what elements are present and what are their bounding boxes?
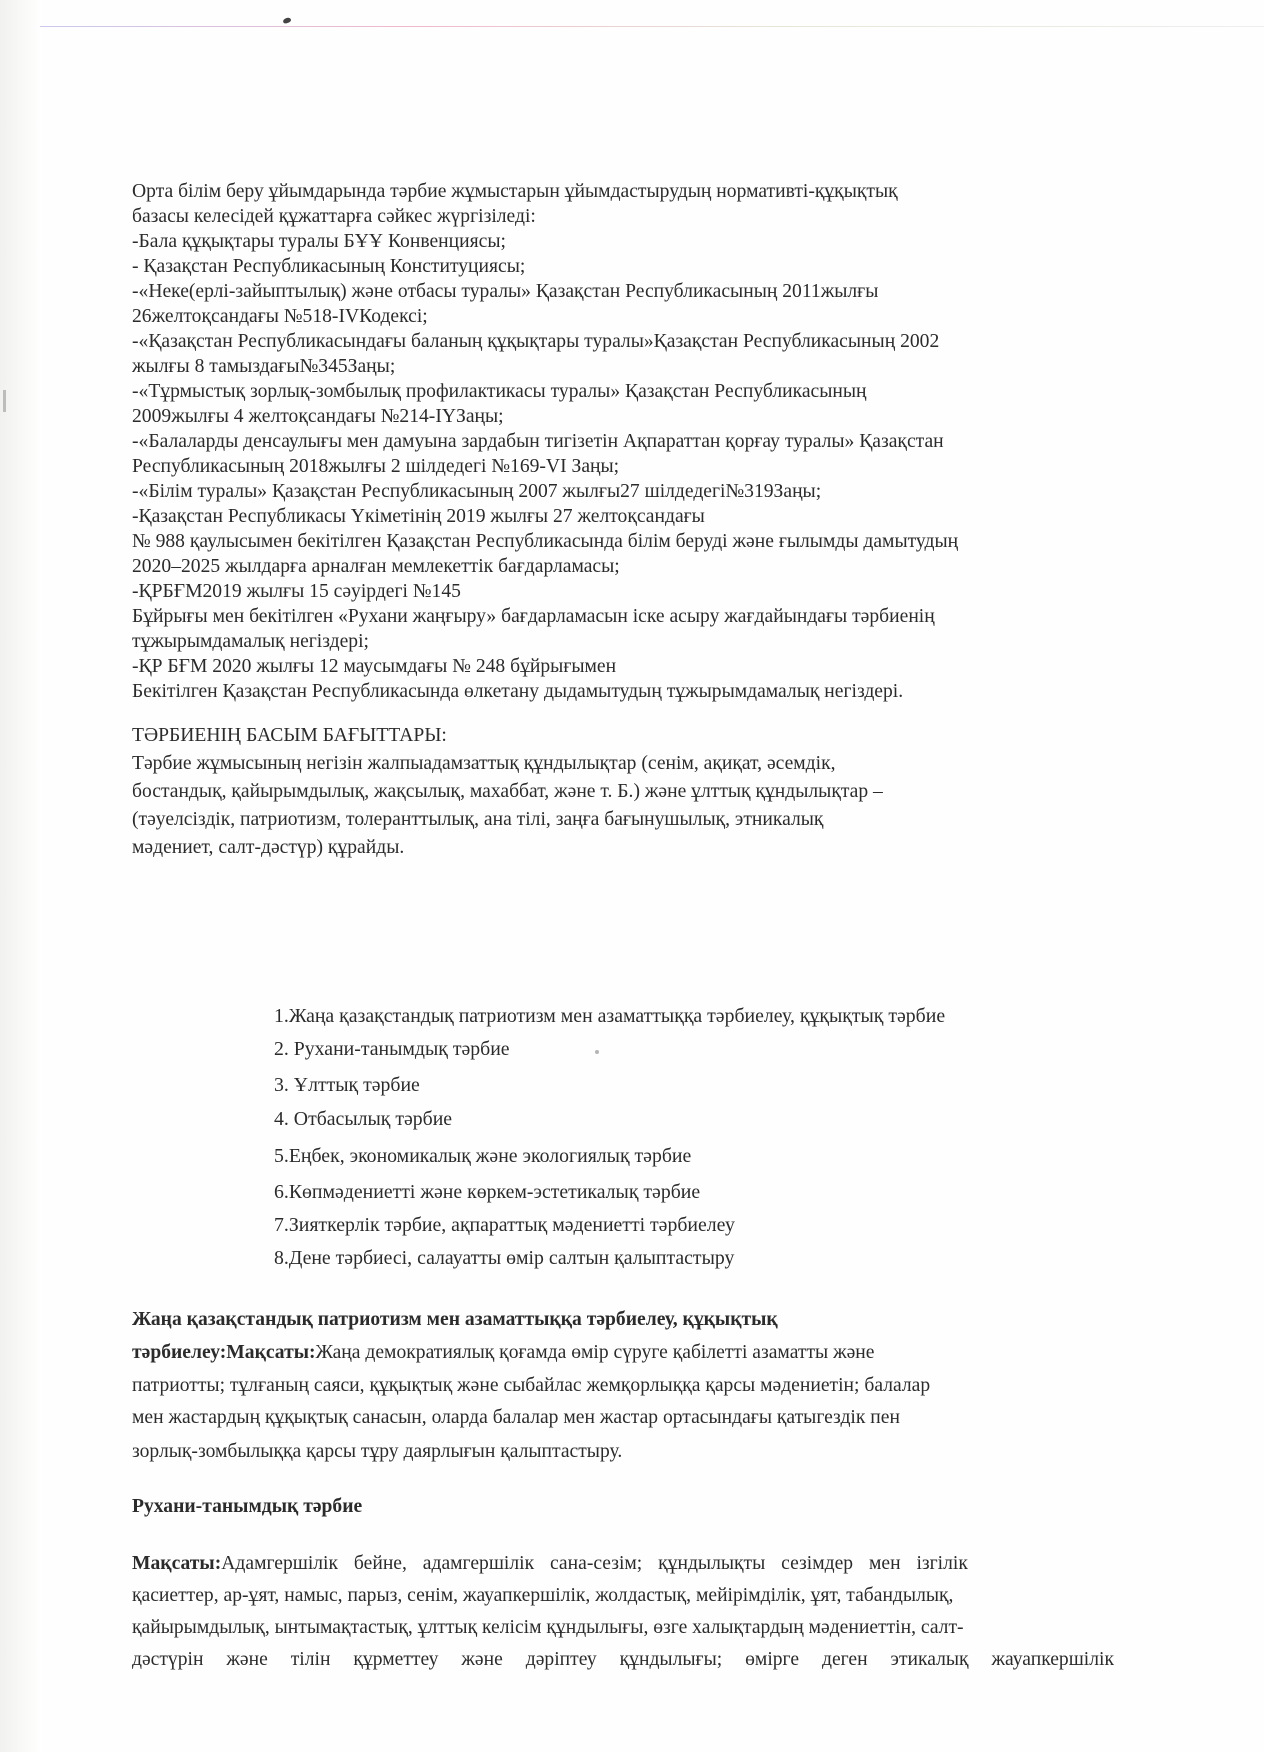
intro-text-1: Орта білім беру ұйымдарында тәрбие жұмыстарын ұйымдастырудың нормативті-құқықтық <box>132 181 898 202</box>
document-line: -«Білім туралы» Қазақстан Республикасының 2007 жылғы27 шілдедегі№319Заңы; <box>132 481 822 502</box>
priorities-heading: ТӘРБИЕНІҢ БАСЫМ БАҒЫТТАРЫ: <box>132 725 447 746</box>
section1-title: Жаңа қазақстандық патриотизм мен азаматтыққа тәрбиелеу, құқықтық <box>132 1309 778 1330</box>
document-line: № 988 қаулысымен бекітілген Қазақстан Республикасында білім беруді және ғылымды дамытудың <box>132 531 959 552</box>
document-line: -ҚР БҒМ 2020 жылғы 12 маусымдағы № 248 бұйрығымен <box>132 656 617 677</box>
section2-goal-line <box>132 1552 1204 1576</box>
section1-text-line: мен жастардың құқықтық санасын, оларда балалар мен жастар ортасындағы қатыгездік пен <box>132 1407 900 1428</box>
document-line: -«Балаларды денсаулығы мен дамуына зардабын тигізетін Ақпараттан қорғау туралы» Қазақстан <box>132 431 944 452</box>
intro-line-2: базасы келесідей құжаттарға сәйкес жүргізіледі: <box>132 206 536 227</box>
document-line: 2020–2025 жылдарға арналған мемлекеттік бағдарламасы; <box>132 556 620 577</box>
priority-item: 3. Ұлттық тәрбие <box>274 1074 420 1096</box>
document-line: 26желтоқсандағы №518-IVКодексі; <box>132 306 428 327</box>
priorities-text-line <box>132 752 1172 776</box>
priority-item: 8.Дене тәрбиесі, салауатты өмір салтын қалыптастыру <box>274 1247 735 1269</box>
priority-item: 1.Жаңа қазақстандық патриотизм мен азаматтыққа тәрбиелеу, құқықтық тәрбие <box>274 1005 946 1027</box>
scan-top-line <box>40 26 1264 27</box>
section2-goal-label: Мақсаты: <box>132 1553 222 1574</box>
document-line: тұжырымдамалық негіздері; <box>132 631 369 652</box>
priority-item: 4. Отбасылық тәрбие <box>274 1108 453 1130</box>
section1-title-end: тәрбиелеу: <box>132 1342 227 1363</box>
document-line: -ҚРБҒМ2019 жылғы 15 сәуірдегі №145 <box>132 581 461 602</box>
section2-text-line <box>132 1584 1204 1608</box>
section2-text: қайырымдылық, ынтымақтастық, ұлттық келісім құндылығы, өзге халықтардың мәдениеттін, салт- <box>132 1617 964 1638</box>
section2-text-line <box>132 1648 1204 1672</box>
scan-margin-mark <box>3 390 6 412</box>
document-line: Республикасының 2018жылғы 2 шілдедегі №169-VI Заңы; <box>132 456 620 477</box>
document-line: -Қазақстан Республикасы Үкіметінің 2019 жылғы 27 желтоқсандағы <box>132 506 705 527</box>
document-line: - Қазақстан Республикасының Конституциясы; <box>132 256 526 277</box>
section2-text: дәстүрін және тілін құрметтеу және дәріптеу құндылығы; өмірге деген этикалық жауапкершілік <box>132 1649 1114 1670</box>
priority-item: 7.Зияткерлік тәрбие, ақпараттық мәдениетті тәрбиелеу <box>274 1214 735 1236</box>
document-line: -Бала құқықтары туралы БҰҰ Конвенциясы; <box>132 231 506 252</box>
document-line: -«Неке(ерлі-зайыптылық) және отбасы туралы» Қазақстан Республикасының 2011жылғы <box>132 281 879 302</box>
priority-item: 5.Еңбек, экономикалық және экологиялық тәрбие <box>274 1145 692 1167</box>
section1-goal-label: Мақсаты: <box>226 1342 316 1363</box>
priorities-text-line: мәдениет, салт-дәстүр) құрайды. <box>132 837 405 858</box>
priorities-text: бостандық, қайырымдылық, жақсылық, махаббат, және т. Б.) және ұлттық құндылықтар – <box>132 781 883 802</box>
document-line: -«Қазақстан Республикасындағы баланың құқықтары туралы»Қазақстан Республикасының 2002 <box>132 331 940 352</box>
document-line: Бұйрығы мен бекітілген «Рухани жаңғыру» бағдарламасын іске асыру жағдайындағы тәрбиенің <box>132 606 935 627</box>
document-line: Бекітілген Қазақстан Республикасында өлкетану дыдамытудың тұжырымдамалық негіздері. <box>132 681 904 702</box>
section1-text-line: зорлық-зомбылыққа қарсы тұру даярлығын қалыптастыру. <box>132 1441 623 1462</box>
section1-text-line: патриотты; тұлғаның саяси, құқықтық және сыбайлас жемқорлыққа қарсы мәдениетін; балалар <box>132 1375 931 1396</box>
scan-edge-shadow <box>0 0 42 1752</box>
section2-goal-text: Адамгершілік бейне, адамгершілік сана-сезім; құндылықты сезімдер мен ізгілік <box>221 1553 968 1574</box>
priorities-text: (тәуелсіздік, патриотизм, толеранттылық, ана тілі, заңға бағынушылық, этникалық <box>132 809 824 830</box>
intro-line-1 <box>132 180 1172 204</box>
priorities-text-line <box>132 808 1172 832</box>
priority-item: 2. Рухани-танымдық тәрбие <box>274 1038 510 1060</box>
section1-goal-text: Жаңа демократиялық қоғамда өмір сүруге қабілетті азаматты және <box>315 1342 875 1363</box>
priorities-text: Тәрбие жұмысының негізін жалпыадамзаттық құндылықтар (сенім, ақиқат, әсемдік, <box>132 753 836 774</box>
section2-text: қасиеттер, ар-ұят, намыс, парыз, сенім, жауапкершілік, жолдастық, мейірімділік, ұят, табандылық, <box>132 1585 954 1606</box>
section2-text-line <box>132 1616 1204 1640</box>
document-line: жылғы 8 тамыздағы№345Заңы; <box>132 356 396 377</box>
document-line: -«Тұрмыстық зорлық-зомбылық профилактикасы туралы» Қазақстан Республикасының <box>132 381 867 402</box>
scan-dot <box>595 1050 599 1054</box>
scan-speck <box>282 17 291 24</box>
section2-title: Рухани-танымдық тәрбие <box>132 1496 363 1517</box>
priorities-text-line <box>132 780 1172 804</box>
section1-goal-line <box>132 1341 875 1365</box>
document-line: 2009жылғы 4 желтоқсандағы №214-IYЗаңы; <box>132 406 504 427</box>
priority-item: 6.Көпмәдениетті және көркем-эстетикалық тәрбие <box>274 1181 701 1203</box>
